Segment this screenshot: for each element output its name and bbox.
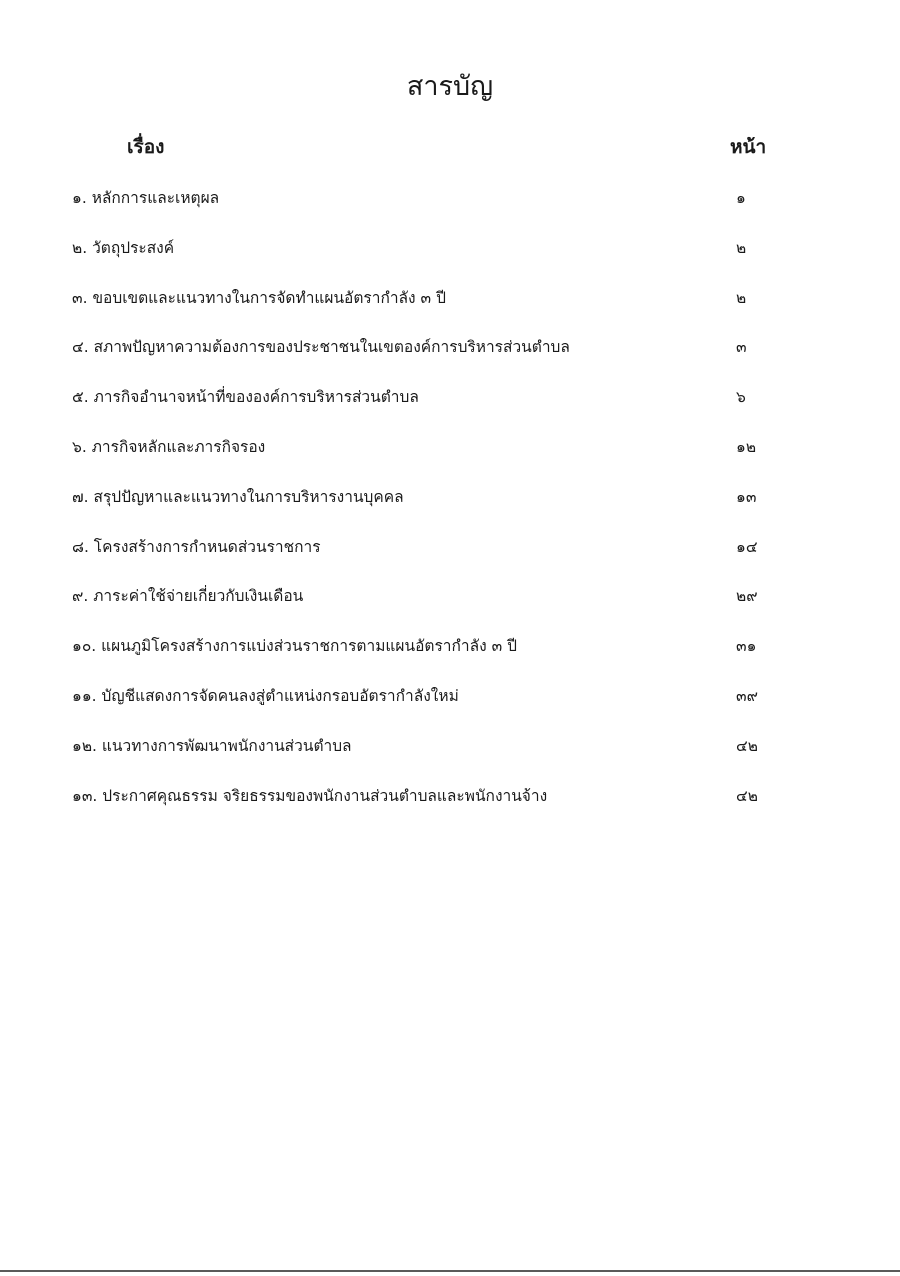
toc-entry-title: ๑. หลักการและเหตุผล [72, 189, 220, 207]
toc-entry-title: ๗. สรุปปัญหาและแนวทางในการบริหารงานบุคคล [72, 487, 404, 506]
toc-entry-page-number: ๒ [736, 288, 747, 307]
toc-entry-title: ๔. สภาพปัญหาความต้องการของประชาชนในเขตองค์การบริหารส่วนตำบล [72, 338, 570, 357]
toc-entry [0, 633, 900, 683]
toc-entry-title: ๑๓. ประกาศคุณธรรม จริยธรรมของพนักงานส่วนตำบลและพนักงานจ้าง [72, 786, 548, 805]
toc-entry-page-number: ๒๙ [736, 587, 758, 606]
toc-entry-title: ๖. ภารกิจหลักและภารกิจรอง [72, 437, 266, 456]
toc-entry-page-number: ๑๔ [736, 537, 758, 556]
toc-entry-page-number: ๖ [736, 388, 746, 407]
toc-entry-page-number: ๓ [736, 338, 747, 357]
topic-column-header: เรื่อง [127, 136, 165, 158]
page-column-header: หน้า [730, 136, 767, 158]
toc-entry-title: ๑๑. บัญชีแสดงการจัดคนลงสู่ตำแหน่งกรอบอัตรากำลังใหม่ [72, 686, 459, 705]
toc-entry-page-number: ๔๒ [736, 786, 758, 805]
page-title: สารบัญ [406, 71, 494, 102]
toc-entry [0, 534, 900, 584]
toc-entry [0, 583, 900, 633]
toc-entry-page-number: ๔๒ [736, 736, 758, 755]
toc-entry [0, 334, 900, 384]
toc-entry-page-number: ๑๒ [736, 437, 757, 456]
toc-entry [0, 683, 900, 733]
toc-entry-page-number: ๓๙ [736, 686, 758, 705]
toc-entry [0, 484, 900, 534]
toc-entry-title: ๓. ขอบเขตและแนวทางในการจัดทำแผนอัตรากำลัง ๓ ปี [72, 288, 446, 307]
toc-entry-title: ๘. โครงสร้างการกำหนดส่วนราชการ [72, 537, 321, 556]
toc-entry-title: ๙. ภาระค่าใช้จ่ายเกี่ยวกับเงินเดือน [72, 587, 304, 606]
toc-entry [0, 783, 900, 833]
toc-entry-page-number: ๒ [736, 238, 747, 257]
toc-entry [0, 434, 900, 484]
table-of-contents [0, 185, 900, 832]
toc-entry [0, 285, 900, 335]
toc-entry-title: ๑๒. แนวทางการพัฒนาพนักงานส่วนตำบล [72, 736, 352, 755]
toc-entry-page-number: ๑๓ [736, 487, 757, 506]
toc-entry [0, 384, 900, 434]
toc-entry-page-number: ๑ [736, 189, 746, 207]
toc-entry-title: ๑๐. แผนภูมิโครงสร้างการแบ่งส่วนราชการตามแผนอัตรากำลัง ๓ ปี [72, 637, 517, 656]
page-edge-line [0, 1270, 900, 1272]
toc-entry [0, 733, 900, 783]
toc-entry-page-number: ๓๑ [736, 637, 757, 656]
toc-entry [0, 235, 900, 285]
toc-entry-title: ๒. วัตถุประสงค์ [72, 238, 175, 257]
toc-entry-title: ๕. ภารกิจอำนาจหน้าที่ขององค์การบริหารส่วนตำบล [72, 388, 419, 407]
toc-entry [0, 185, 900, 235]
